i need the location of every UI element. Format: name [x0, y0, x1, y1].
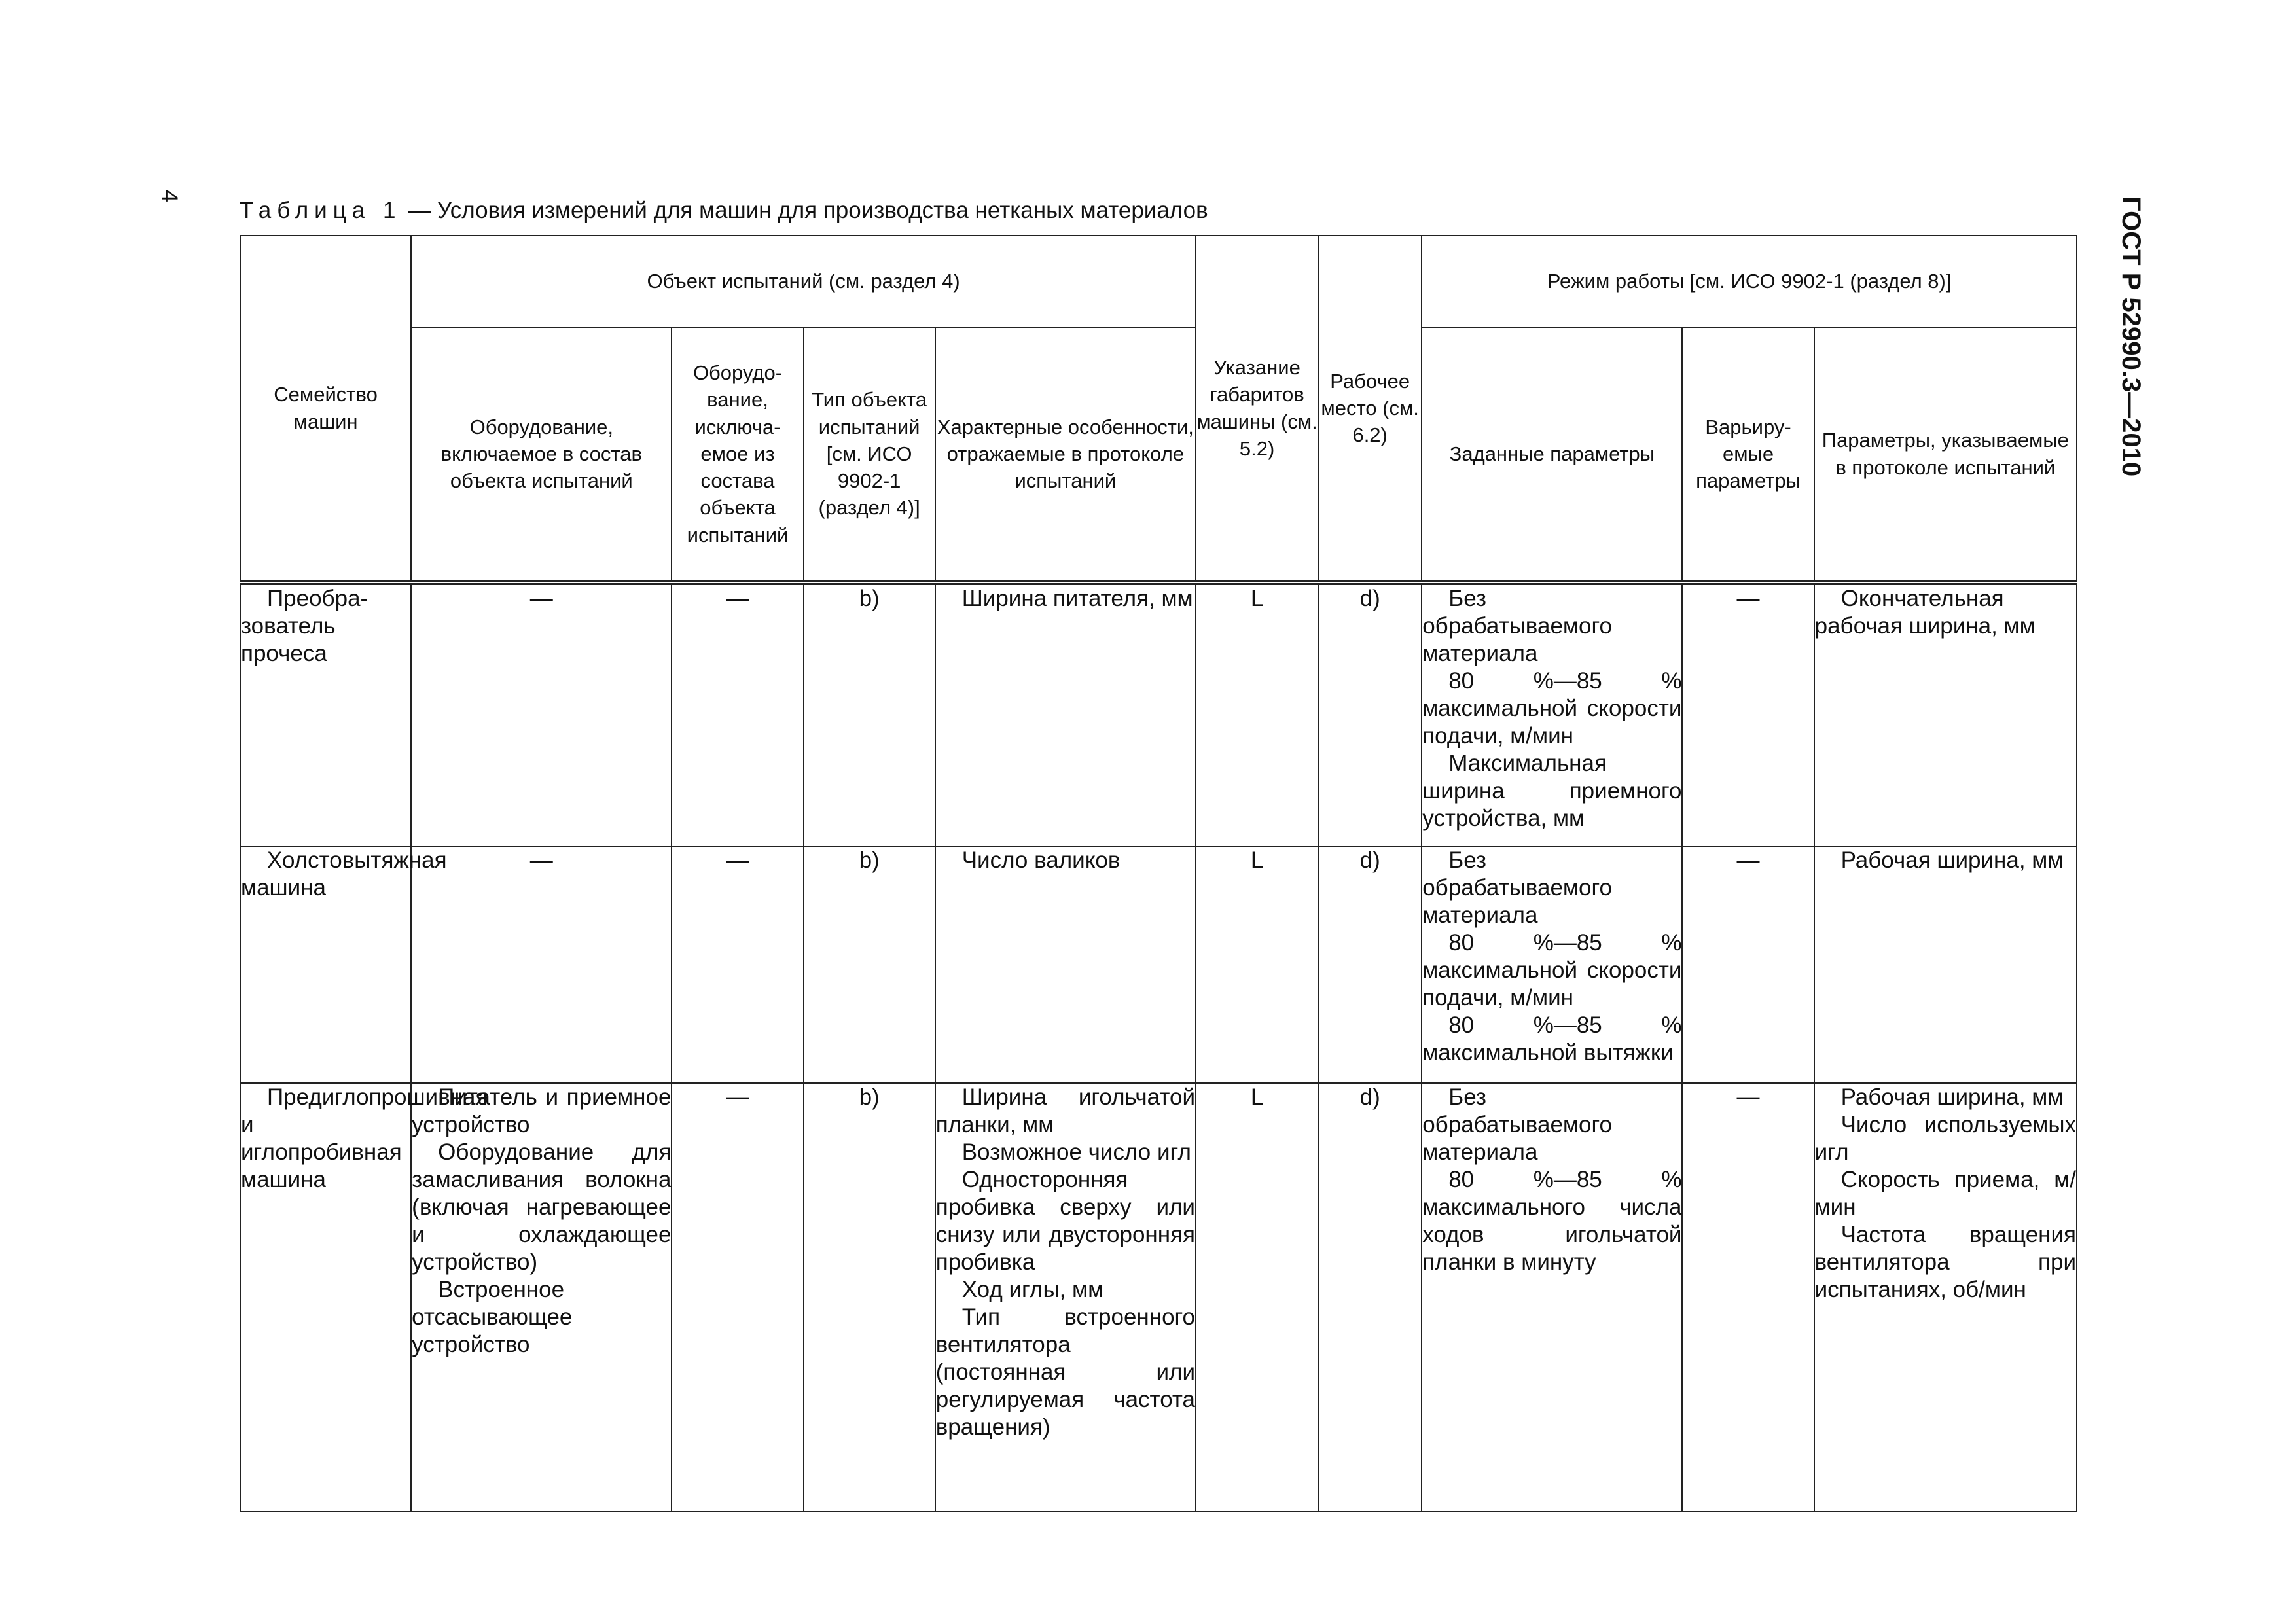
cell-features: [935, 1083, 1196, 1512]
header-object-group: Объект испытаний (см. раздел 4): [411, 236, 1196, 327]
report-param-text: Число используемых игл: [1814, 1112, 2076, 1165]
family-text: Преобра-зователь прочеса: [241, 586, 368, 666]
feature-text: Возможное число игл: [961, 1139, 1191, 1165]
cell-type: b): [804, 846, 935, 1083]
cell-included: [411, 582, 672, 846]
cell-var-params: —: [1682, 582, 1814, 846]
set-param-text: Без обрабатываемого материала: [1422, 586, 1612, 666]
cell-dimensions: L: [1196, 582, 1318, 846]
feature-text: Ширина питателя, мм: [961, 586, 1193, 611]
cell-family: [240, 846, 447, 1083]
cell-workplace: d): [1318, 846, 1422, 1083]
report-param-text: Рабочая ширина, мм: [1840, 847, 2064, 873]
cell-var-params: —: [1682, 1083, 1814, 1512]
feature-text: Ширина игольчатой планки, мм: [935, 1084, 1195, 1137]
caption-text: — Условия измерений для машин для производства нетканых материалов: [408, 198, 1208, 223]
caption-label: Таблица 1: [240, 198, 402, 223]
cell-set-params: [1422, 846, 1682, 1083]
cell-features: [935, 846, 1196, 1083]
page-number: 4: [157, 190, 182, 202]
header-mode-group: Режим работы [см. ИСО 9902-1 (раздел 8)]: [1422, 236, 2077, 327]
header-dimensions: Указание габаритов машины (см. 5.2): [1196, 236, 1318, 582]
header-var-params: Варьиру-емые параметры: [1682, 327, 1814, 582]
header-included: Оборудование, включаемое в состав объекта испытаний: [411, 327, 672, 582]
table-caption: [240, 198, 1208, 224]
report-param-text: Окончательная рабочая ширина, мм: [1814, 586, 2036, 639]
cell-features: [935, 582, 1196, 846]
feature-text: Число валиков: [961, 847, 1121, 873]
family-text: Холстовытяжная машина: [241, 847, 447, 901]
cell-workplace: d): [1318, 582, 1422, 846]
table-row: [240, 846, 2077, 1083]
feature-text: Ход иглы, мм: [961, 1277, 1104, 1302]
header-family: Семейство машин: [240, 236, 411, 582]
cell-included: [411, 846, 672, 1083]
report-param-text: Рабочая ширина, мм: [1840, 1084, 2064, 1110]
document-code: ГОСТ Р 52990.3—2010: [2117, 196, 2145, 477]
included-text: Встроенное отсасывающее устройство: [412, 1277, 573, 1357]
report-param-text: Скорость приема, м/мин: [1814, 1167, 2076, 1220]
conditions-table: [240, 235, 2077, 1512]
set-param-text: 80 %—85 % максимальной скорости подачи, м/мин: [1422, 668, 1682, 749]
feature-text: Односторонняя пробивка сверху или снизу или двусторонняя пробивка: [935, 1167, 1195, 1275]
cell-family: [240, 1083, 488, 1512]
cell-excluded: —: [672, 846, 803, 1083]
cell-family: [240, 582, 411, 846]
header-set-params: Заданные параметры: [1422, 327, 1682, 582]
cell-var-params: —: [1682, 846, 1814, 1083]
included-text: Оборудование для замасливания волокна (включая нагревающее и охлаждающее устройство): [412, 1139, 672, 1275]
family-text: Предиглопрошивная и иглопробивная машина: [241, 1084, 488, 1192]
included-text: —: [529, 586, 553, 611]
set-param-text: Без обрабатываемого материала: [1422, 1084, 1612, 1165]
cell-report-params: [1814, 582, 2077, 846]
cell-type: b): [804, 1083, 935, 1512]
header-excluded: Оборудо-вание, исключа-емое из состава объекта испытаний: [672, 327, 803, 582]
included-text: Питатель и приемное устройство: [412, 1084, 672, 1137]
cell-dimensions: L: [1196, 1083, 1318, 1512]
included-text: —: [529, 847, 553, 873]
set-param-text: Максимальная ширина приемного устройства, мм: [1422, 751, 1682, 831]
set-param-text: 80 %—85 % максимального числа ходов игольчатой планки в минуту: [1422, 1167, 1682, 1275]
header-workplace: Рабочее место (см. 6.2): [1318, 236, 1422, 582]
table-row: [240, 1083, 2077, 1512]
report-param-text: Частота вращения вентилятора при испытаниях, об/мин: [1814, 1222, 2076, 1302]
header-object-type: Тип объекта испытаний [см. ИСО 9902-1 (раздел 4)]: [804, 327, 935, 582]
cell-report-params: [1814, 1083, 2077, 1512]
cell-report-params: [1814, 846, 2077, 1083]
cell-excluded: —: [672, 1083, 803, 1512]
feature-text: Тип встроенного вентилятора (постоянная или регулируемая частота вращения): [935, 1304, 1195, 1440]
table-row: [240, 582, 2077, 846]
header-features: Характерные особенности, отражаемые в протоколе испытаний: [935, 327, 1196, 582]
set-param-text: 80 %—85 % максимальной скорости подачи, м/мин: [1422, 930, 1682, 1010]
cell-excluded: —: [672, 582, 803, 846]
cell-set-params: [1422, 1083, 1682, 1512]
header-report-params: Параметры, указываемые в протоколе испытаний: [1814, 327, 2077, 582]
cell-workplace: d): [1318, 1083, 1422, 1512]
set-param-text: Без обрабатываемого материала: [1422, 847, 1612, 928]
cell-dimensions: L: [1196, 846, 1318, 1083]
cell-type: b): [804, 582, 935, 846]
cell-included: [411, 1083, 672, 1512]
cell-set-params: [1422, 582, 1682, 846]
set-param-text: 80 %—85 % максимальной вытяжки: [1422, 1012, 1682, 1065]
